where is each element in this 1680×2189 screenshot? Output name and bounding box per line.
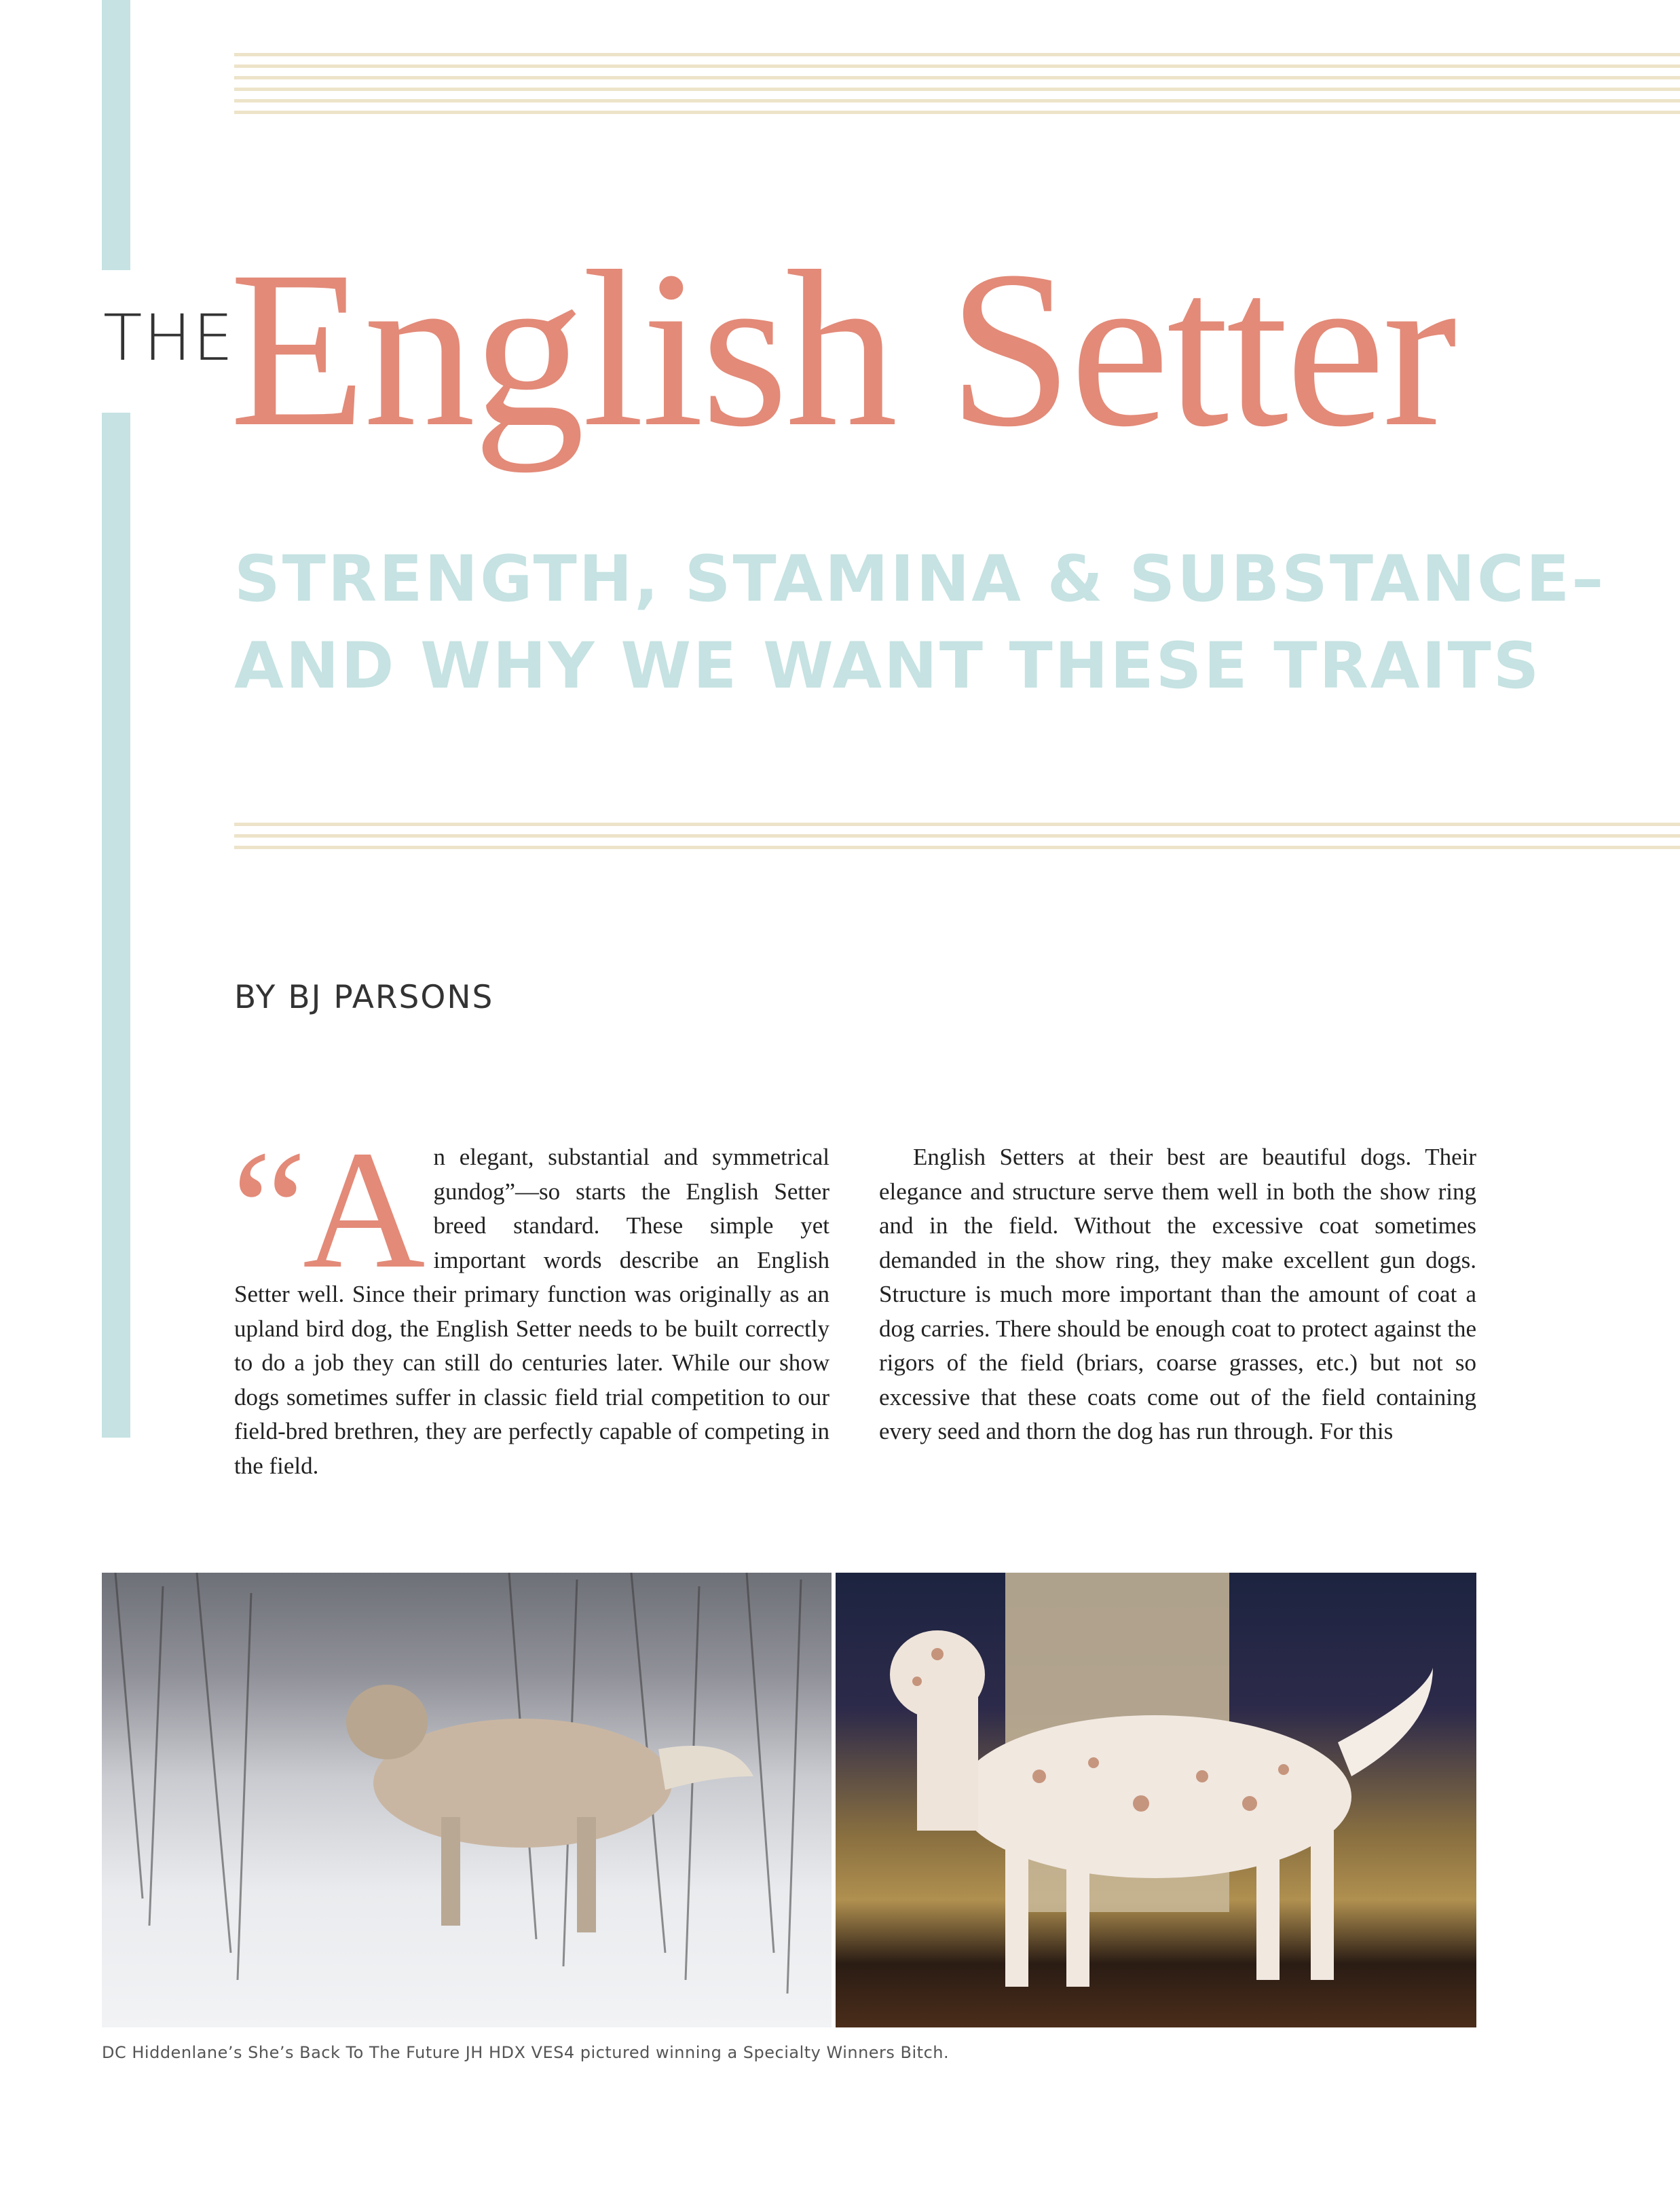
subtitle — [234, 536, 1605, 710]
byline: BY BJ PARSONS — [234, 979, 494, 1016]
photo-caption: DC Hiddenlane’s She’s Back To The Future JH HDX VES4 pictured winning a Specialty Winners Bitch. — [102, 2043, 950, 2062]
subtitle-line-2: AND WHY WE WANT THESE TRAITS — [234, 629, 1542, 703]
title-prefix: THE — [103, 301, 235, 375]
subtitle-line-1: STRENGTH, STAMINA & SUBSTANCE– — [234, 542, 1606, 616]
drop-cap: “A — [231, 1116, 422, 1304]
sidebar-accent-bar-bottom — [102, 413, 130, 1438]
article-paragraph-2: English Setters at their best are beautiful dogs. Their elegance and structure serve them well in both the show ring and in the field. Without the excessive coat sometimes demanded in the show ring, they make excellent gun dogs. Structure is much more important than the amount of coat a dog carries. There should be enough coat to protect against the rigors of the field (briars, coarse grasses, etc.) but not so excessive that these coats come out of the field containing every seed and thorn the dog has run through. For this — [879, 1144, 1476, 1444]
photo-setter-in-field — [102, 1573, 832, 2027]
middle-decorative-stripes — [234, 823, 1680, 857]
article-paragraph-1: n elegant, substantial and symmetrical gundog”—so starts the English Setter breed standard. These simple yet important words describe an English Setter well. Since their primary function was originally as an upland bird dog, the English Setter needs to be built correctly to do a job they can still do centuries later. While our show dogs sometimes suffer in classic field trial competition to our field-bred brethren, they are perfectly capable of competing in the field. — [234, 1144, 829, 1479]
article-column-left — [231, 1116, 829, 1483]
sidebar-accent-bar-top — [102, 0, 130, 270]
article-column-right — [879, 1140, 1476, 1449]
show-photo-illustration — [836, 1573, 1476, 2027]
top-decorative-stripes — [234, 53, 1680, 122]
field-photo-illustration — [102, 1573, 832, 2027]
photo-setter-show-ring — [836, 1573, 1476, 2027]
page-title: English Setter — [229, 225, 1455, 473]
